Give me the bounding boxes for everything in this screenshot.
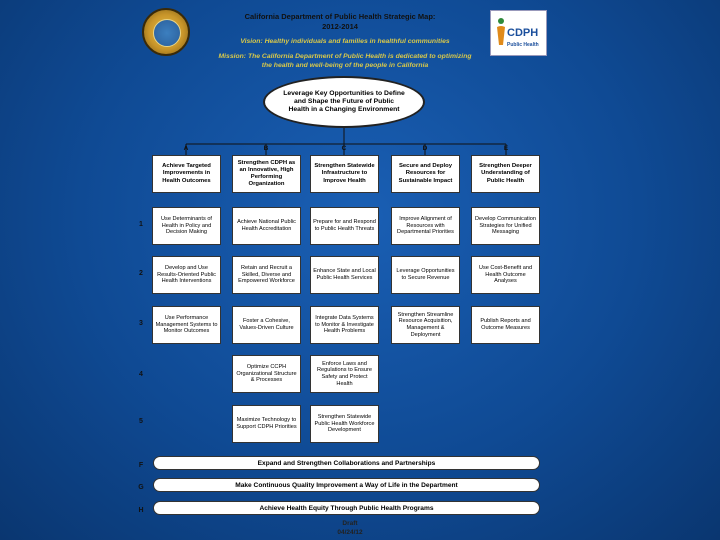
logo-text: CDPH: [507, 27, 539, 39]
california-seal-logo: [142, 8, 190, 56]
band-collaborations: Expand and Strengthen Collaborations and Partnerships: [153, 456, 540, 470]
cdph-logo: [490, 10, 547, 56]
objective-b4: Optimize CCPH Organizational Structure & Processes: [232, 355, 301, 393]
objective-c1: Prepare for and Respond to Public Health Threats: [310, 207, 379, 245]
band-label-h: H: [138, 507, 144, 514]
logo-subtext: Public Health: [507, 42, 539, 48]
objective-c3: Integrate Data Systems to Monitor & Investigate Health Problems: [310, 306, 379, 344]
row-label-5: 5: [139, 418, 143, 425]
map-title-line2: 2012-2014: [322, 22, 358, 31]
objective-c5: Strengthen Statewide Public Health Workforce Development: [310, 405, 379, 443]
objective-d3: Strengthen Streamline Resource Acquisition, Management & Deployment: [391, 306, 460, 344]
objective-d2: Leverage Opportunities to Secure Revenue: [391, 256, 460, 294]
map-title-line1: California Department of Public Health Strategic Map:: [244, 12, 436, 21]
column-label-d: D: [422, 145, 428, 152]
column-label-e: E: [503, 145, 509, 152]
objective-e1: Develop Communication Strategies for Unified Messaging: [471, 207, 540, 245]
objective-b5: Maximize Technology to Support CDPH Priorities: [232, 405, 301, 443]
objective-c2: Enhance State and Local Public Health Services: [310, 256, 379, 294]
row-label-2: 2: [139, 270, 143, 277]
central-goal: Leverage Key Opportunities to Define and Shape the Future of Public Health in a Changing Environment: [263, 76, 425, 128]
objective-e2: Use Cost-Benefit and Health Outcome Analyses: [471, 256, 540, 294]
goal-d-head: Secure and Deploy Resources for Sustainable Impact: [391, 155, 460, 193]
mission-line1: Mission: The California Department of Public Health is dedicated to optimizing: [218, 53, 472, 60]
band-label-f: F: [138, 462, 144, 469]
band-label-g: G: [138, 484, 144, 491]
objective-d1: Improve Alignment of Resources with Departmental Priorities: [391, 207, 460, 245]
figure-icon: [495, 17, 507, 47]
column-label-c: C: [341, 145, 347, 152]
objective-c4: Enforce Laws and Regulations to Ensure Safety and Protect Health: [310, 355, 379, 393]
objective-b1: Achieve National Public Health Accreditation: [232, 207, 301, 245]
band-health-equity: Achieve Health Equity Through Public Health Programs: [153, 501, 540, 515]
row-label-4: 4: [139, 371, 143, 378]
draft-label: Draft: [342, 520, 358, 527]
objective-a2: Develop and Use Results-Oriented Public Health Interventions: [152, 256, 221, 294]
vision-statement: Vision: Healthy individuals and families in healthful communities: [240, 38, 450, 45]
column-label-b: B: [263, 145, 269, 152]
objective-b3: Foster a Cohesive, Values-Driven Culture: [232, 306, 301, 344]
row-label-1: 1: [139, 221, 143, 228]
objective-a3: Use Performance Management Systems to Monitor Outcomes: [152, 306, 221, 344]
draft-date: 04/24/12: [337, 529, 363, 536]
objective-b2: Retain and Recruit a Skilled, Diverse and Empowered Workforce: [232, 256, 301, 294]
objective-e3: Publish Reports and Outcome Measures: [471, 306, 540, 344]
goal-e-head: Strengthen Deeper Understanding of Public Health: [471, 155, 540, 193]
row-label-3: 3: [139, 320, 143, 327]
mission-line2: the health and well-being of the people in California: [261, 62, 429, 69]
objective-a1: Use Determinants of Health in Policy and Decision Making: [152, 207, 221, 245]
goal-b-head: Strengthen CDPH as an Innovative, High Performing Organization: [232, 155, 301, 193]
goal-a-head: Achieve Targeted Improvements in Health Outcomes: [152, 155, 221, 193]
goal-c-head: Strengthen Statewide Infrastructure to Improve Health: [310, 155, 379, 193]
band-quality-improvement: Make Continuous Quality Improvement a Way of Life in the Department: [153, 478, 540, 492]
column-label-a: A: [183, 145, 189, 152]
